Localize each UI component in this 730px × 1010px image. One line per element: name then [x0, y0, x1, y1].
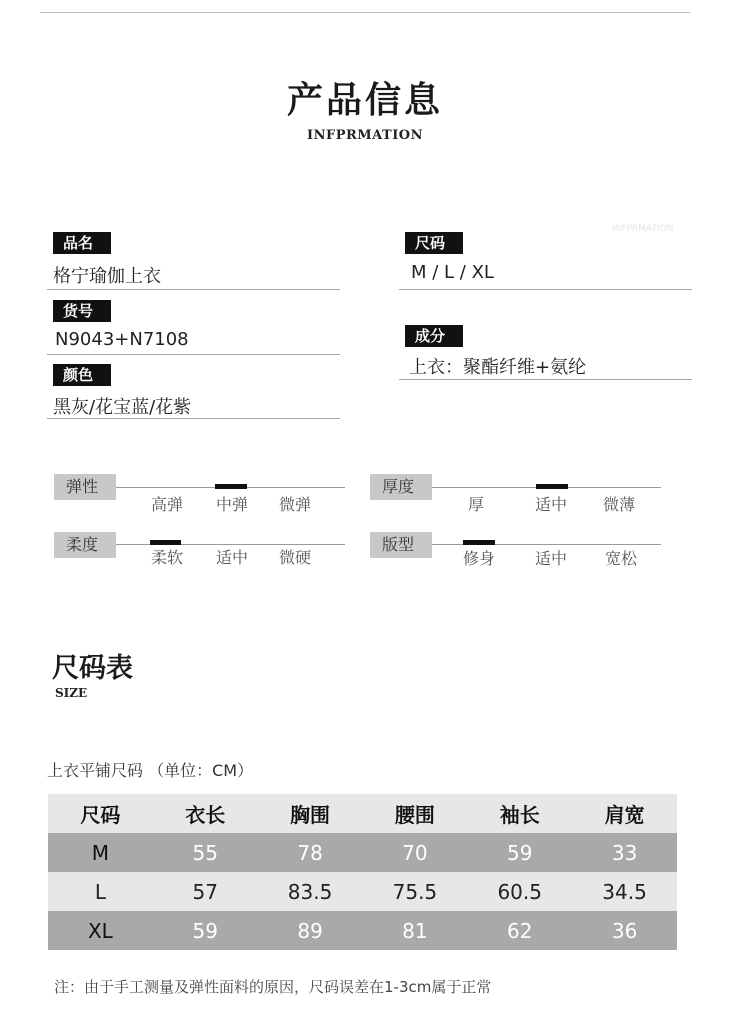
table-cell: 70 — [402, 840, 428, 865]
table-row — [48, 872, 677, 911]
fit-label: 版型 — [370, 532, 432, 558]
table-cell: L — [94, 879, 106, 904]
table-cell: 57 — [192, 879, 218, 904]
thickness-option: 适中 — [535, 495, 568, 514]
thickness-label: 厚度 — [370, 474, 432, 500]
elasticity-selected-marker — [215, 484, 247, 489]
fit-option: 宽松 — [605, 549, 638, 568]
name-underline — [47, 289, 340, 290]
table-cell: 75.5 — [392, 879, 438, 904]
size-table-header: 袖长 — [499, 803, 540, 827]
thickness-selected-marker — [536, 484, 568, 489]
softness-option: 微硬 — [279, 548, 312, 567]
color-underline — [47, 418, 340, 419]
material-underline — [399, 379, 692, 380]
size-table-header-row — [48, 794, 677, 833]
table-cell: 34.5 — [602, 879, 647, 904]
table-cell: 81 — [402, 918, 428, 943]
size-value: M / L / XL — [411, 262, 494, 283]
table-cell: 33 — [611, 840, 638, 865]
table-row — [48, 911, 677, 950]
table-cell: 89 — [297, 918, 323, 943]
size-table-header: 衣长 — [185, 803, 226, 827]
size-underline — [399, 289, 692, 290]
material-value: 上衣：聚酯纤维+氨纶 — [409, 357, 587, 378]
size-chart-title: 尺码表 — [52, 653, 133, 684]
table-cell: XL — [87, 918, 113, 943]
table-cell: M — [91, 840, 110, 865]
elasticity-option: 微弹 — [279, 495, 312, 514]
name-tag: 品名 — [53, 232, 111, 254]
size-table-header: 腰围 — [394, 803, 435, 827]
size-table-header: 肩宽 — [604, 803, 645, 827]
fit-option: 修身 — [463, 549, 496, 568]
elasticity-option: 高弹 — [151, 495, 184, 514]
table-cell: 62 — [507, 918, 533, 943]
softness-option: 柔软 — [151, 548, 184, 567]
code-tag: 货号 — [53, 300, 111, 322]
color-tag: 颜色 — [53, 364, 111, 386]
thickness-option: 厚 — [468, 495, 485, 514]
elasticity-label: 弹性 — [54, 474, 116, 500]
softness-option: 适中 — [216, 548, 249, 567]
section-title-product-info: 产品信息 — [286, 79, 443, 121]
name-value: 格宁瑜伽上衣 — [53, 266, 161, 287]
size-table-header: 尺码 — [80, 803, 121, 827]
size-tag: 尺码 — [405, 232, 463, 254]
size-note: 注：由于手工测量及弹性面料的原因，尺码误差在1-3cm属于正常 — [54, 978, 492, 996]
thickness-option: 微薄 — [603, 495, 636, 514]
watermark-text: INFPRMATION — [612, 224, 674, 234]
size-table-header: 胸围 — [290, 803, 331, 827]
table-cell: 60.5 — [497, 879, 542, 904]
code-underline — [47, 354, 340, 355]
code-value: N9043+N7108 — [55, 329, 189, 350]
size-chart-subtitle: SIZE — [55, 686, 88, 700]
table-row — [48, 833, 677, 872]
table-cell: 83.5 — [287, 879, 333, 904]
top-divider — [40, 12, 690, 13]
table-cell: 36 — [611, 918, 638, 943]
material-tag: 成分 — [405, 325, 463, 347]
table-cell: 59 — [192, 918, 218, 943]
section-subtitle-product-info: INFPRMATION — [307, 128, 423, 143]
size-table-caption: 上衣平铺尺码 （单位：CM） — [47, 761, 254, 780]
fit-selected-marker — [463, 540, 495, 545]
fit-option: 适中 — [535, 549, 568, 568]
table-cell: 78 — [297, 840, 323, 865]
elasticity-option: 中弹 — [216, 495, 249, 514]
color-value: 黑灰/花宝蓝/花紫 — [53, 397, 192, 418]
softness-label: 柔度 — [54, 532, 116, 558]
table-cell: 59 — [507, 840, 533, 865]
table-cell: 55 — [192, 840, 218, 865]
size-table — [48, 794, 677, 950]
